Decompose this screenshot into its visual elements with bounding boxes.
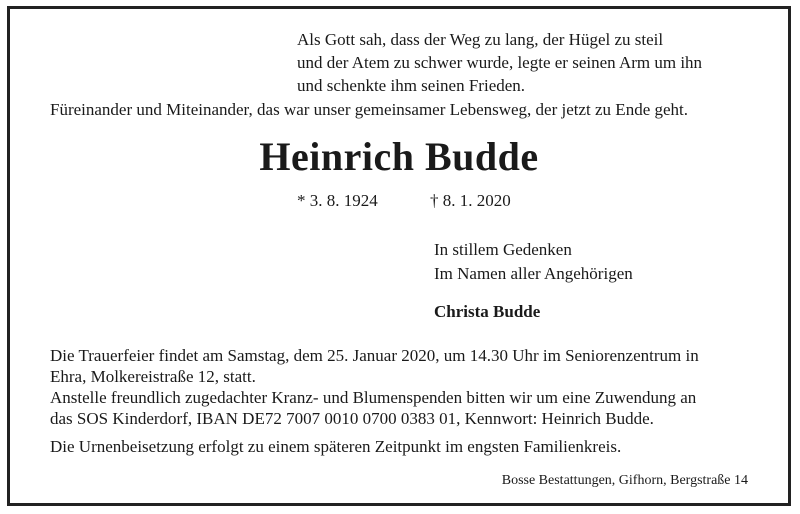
motto-text: Füreinander und Miteinander, das war unser gemeinsamer Lebensweg, der jetzt zu Ende geht.: [50, 100, 689, 119]
death-date: † 8. 1. 2020: [430, 191, 511, 210]
signer-name: Christa Budde: [434, 302, 541, 321]
mourning-line: Im Namen aller Angehörigen: [434, 264, 633, 283]
deceased-name: Heinrich Budde: [259, 134, 539, 179]
funeral-line: Die Trauerfeier findet am Samstag, dem 25. Januar 2020, um 14.30 Uhr im Seniorenzentrum in: [50, 346, 699, 365]
poem-line: und der Atem zu schwer wurde, legte er seinen Arm um ihn: [297, 53, 703, 72]
birth-date: * 3. 8. 1924: [297, 191, 378, 210]
poem-line: und schenkte ihm seinen Frieden.: [297, 76, 526, 95]
funeral-line: das SOS Kinderdorf, IBAN DE72 7007 0010 0700 0383 01, Kennwort: Heinrich Budde.: [50, 409, 654, 428]
poem-verse: [297, 28, 702, 97]
funeral-details: [50, 345, 699, 429]
mourning-note: [434, 238, 633, 286]
undertaker-credit: Bosse Bestattungen, Gifhorn, Bergstraße 14: [501, 473, 748, 488]
funeral-line: Anstelle freundlich zugedachter Kranz- und Blumenspenden bitten wir um eine Zuwendung an: [50, 388, 697, 407]
funeral-line: Ehra, Molkereistraße 12, statt.: [50, 367, 256, 386]
urn-burial-note: Die Urnenbeisetzung erfolgt zu einem späteren Zeitpunkt im engsten Familienkreis.: [50, 437, 622, 456]
mourning-line: In stillem Gedenken: [434, 240, 572, 259]
poem-line: Als Gott sah, dass der Weg zu lang, der Hügel zu steil: [297, 30, 664, 49]
obituary-frame: [7, 6, 791, 506]
